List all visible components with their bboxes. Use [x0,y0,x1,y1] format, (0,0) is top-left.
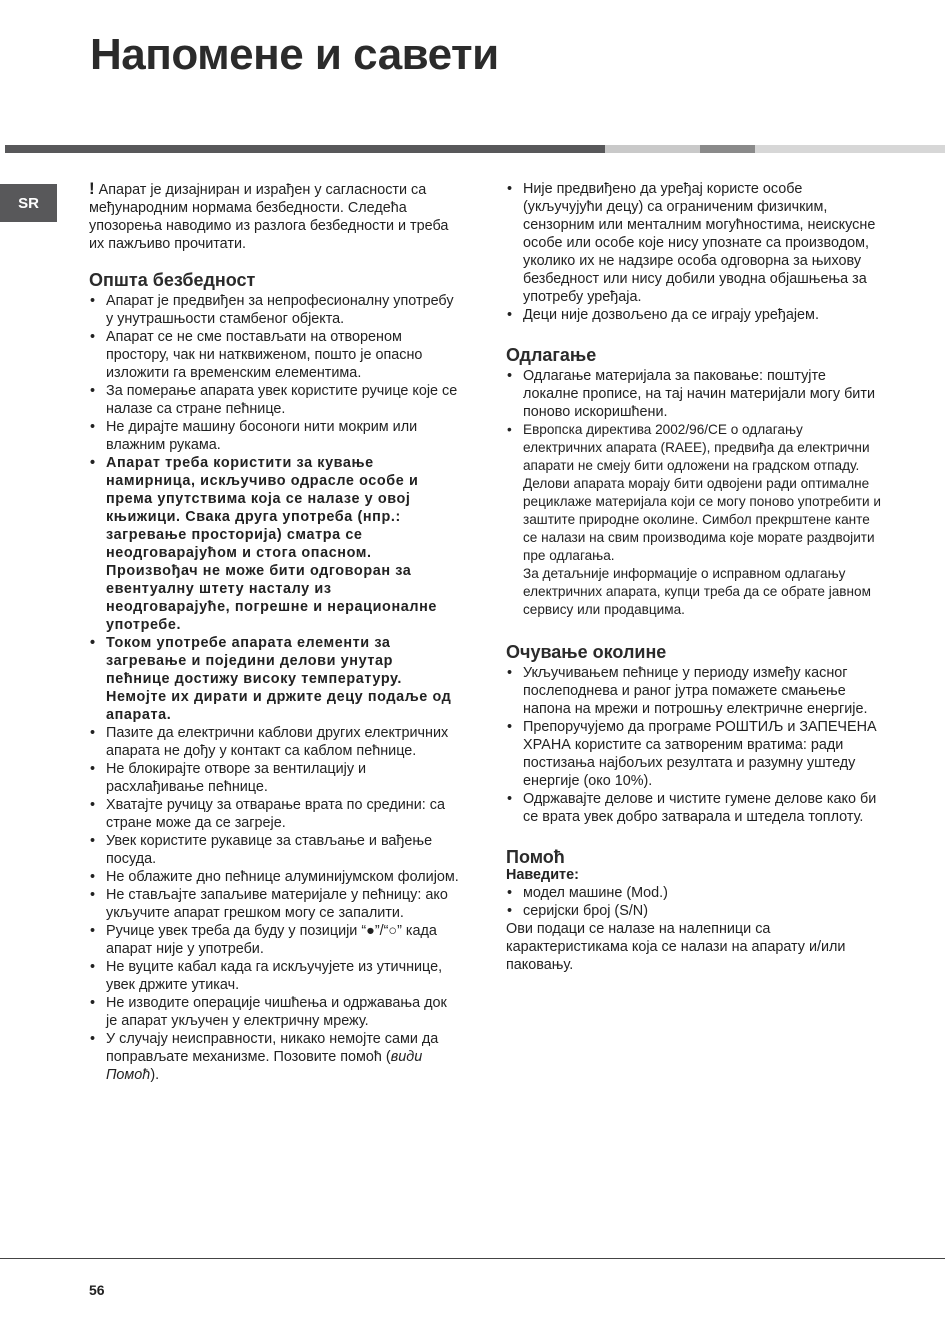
list-item: • Препоручујемо да програме РОШТИЉ и ЗАПЕЧЕНА ХРАНА користите са затвореним вратима: ради постизања најбољих резултата и разумну уштеду енергије (око 10%). [506,718,881,790]
list-item: • Није предвиђено да уређај користе особе (укључујући децу) са ограниченим физичким, сензорним или менталним могућностима, неискусне особе или особе које нису упознате са производом, уколико их не надзире особа одговорна за њихову безбедност или нису добили уводна објашњења за употребу уређаја. [506,180,881,306]
list-item: • Не блокирајте отворе за вентилацију и расхлађивање пећнице. [89,760,459,796]
header-rule-light [605,145,700,153]
section-heading-help: Помоћ [506,847,565,867]
list-item: • серијски број (S/N) [506,902,881,920]
footer-rule [0,1258,945,1259]
list-item: • Апарат је предвиђен за непрофесионалну употребу у унутрашњости стамбеног објекта. [89,292,459,328]
section-heading-general-safety: Општа безбедност [89,270,256,290]
environment-list [506,664,881,826]
page-title: Напомене и савети [90,30,499,79]
list-item: • Не стављајте запаљиве материјале у пећницу: ако укључите апарат грешком могу се запалити. [89,886,459,922]
help-list [506,884,881,920]
disposal-note: За детаљније информације о исправном одлагању електричних апарата, купци треба да се обрате јавном сервису или продавцима. [523,566,871,617]
header-rule-mid [700,145,755,153]
header-rule-dark [5,145,605,153]
section-heading-disposal: Одлагање [506,345,597,365]
list-item: • Не изводите операције чишћења и одржавања док је апарат укључен у електричну мрежу. [89,994,459,1030]
list-item: • Укључивањем пећнице у периоду између касног послеподнева и раног јутра помажете смањење напона на мрежи и потрошњу електричне енергије. [506,664,881,718]
list-item: • Пазите да електрични каблови других електричних апарата не дођу у контакт са каблом пећнице. [89,724,459,760]
general-safety-list [89,292,459,1084]
language-tab: SR [0,184,57,222]
header-rule-pale [755,145,945,153]
help-text: Ови подаци се налазе на налепници са карактеристикама која се налази на апарату и/или паковању. [506,921,846,973]
disposal-list [506,367,881,565]
list-item: • Апарат се не сме постављати на отвореном простору, чак ни натквиженом, пошто је опасно изложити га временским елементима. [89,328,459,382]
list-item: • Деци није дозвољено да се играју уређајем. [506,306,881,324]
section-heading-environment: Очување околине [506,642,667,662]
list-item: • модел машине (Mod.) [506,884,881,902]
page-number: 56 [89,1282,105,1298]
right-column [506,180,881,974]
list-item: • Увек користите рукавице за стављање и вађење посуда. [89,832,459,868]
list-item-help-reference [89,1030,459,1084]
intro-text: Апарат је дизајниран и израђен у сагласности са међународним нормама безбедности. Следећа упозорења наводимо из разлога безбедности и треба их пажљиво прочитати. [89,182,449,252]
list-item: • Хватајте ручицу за отварање врата по средини: са стране може да се загреје. [89,796,459,832]
left-column [89,180,459,1084]
list-item-text: У случају неисправности, никако немојте сами да поправљате механизме. Позовите помоћ ( [106,1031,439,1065]
help-reference: види Помоћ [106,1049,423,1083]
list-item: • Ручице увек треба да буду у позицији “●”/“○” када апарат није у употреби. [89,922,459,958]
list-item-end: ). [150,1067,160,1083]
list-item-bold: • Током употребе апарата елементи за загревање и поједини делови унутар пећнице достижу високу температуру. Немојте их дирати и држите децу подаље од апарата. [89,634,459,724]
help-subheading: Наведите: [506,867,579,883]
list-item: • Одлагање материјала за паковање: поштујте локалне прописе, на тај начин материјали могу бити поново искоришћени. [506,367,881,421]
intro-warning [89,180,459,253]
list-item: • Не дирајте машину босоноги нити мокрим или влажним рукама. [89,418,459,454]
list-item: • Не вуците кабал када га искључујете из утичнице, увек држите утикач. [89,958,459,994]
list-item: • За померање апарата увек користите ручице које се налазе са стране пећнице. [89,382,459,418]
list-item-bold: • Апарат треба користити за кување намирница, искључиво одрасле особе и према упутствима која се налазе у овој књижици. Свака друга употреба (нпр.: загревање просторија) сматра се неодговарајућом и стога опасном. Произвођач не може бити одговоран за евентуалну штету насталу из неодговарајуће, погрешне и нерационалне употребе. [89,454,459,634]
right-top-list [506,180,881,324]
list-item: • Европска директива 2002/96/CE о одлагању електричних апарата (RAEE), предвиђа да електрични апарати не смеју бити одложени на градском отпаду. Делови апарата морају бити одвојени ради оптималне рециклаже материјала који се могу поново употребити и заштите природне околине. Симбол прекрштене канте се налази на свим производима које морате раздвојити пре одлагања. [506,421,881,565]
list-item: • Одржавајте делове и чистите гумене делове како би се врата увек добро затварала и штедела топлоту. [506,790,881,826]
warning-mark: ! [89,179,95,198]
list-item: • Не облажите дно пећнице алуминијумском фолијом. [89,868,459,886]
